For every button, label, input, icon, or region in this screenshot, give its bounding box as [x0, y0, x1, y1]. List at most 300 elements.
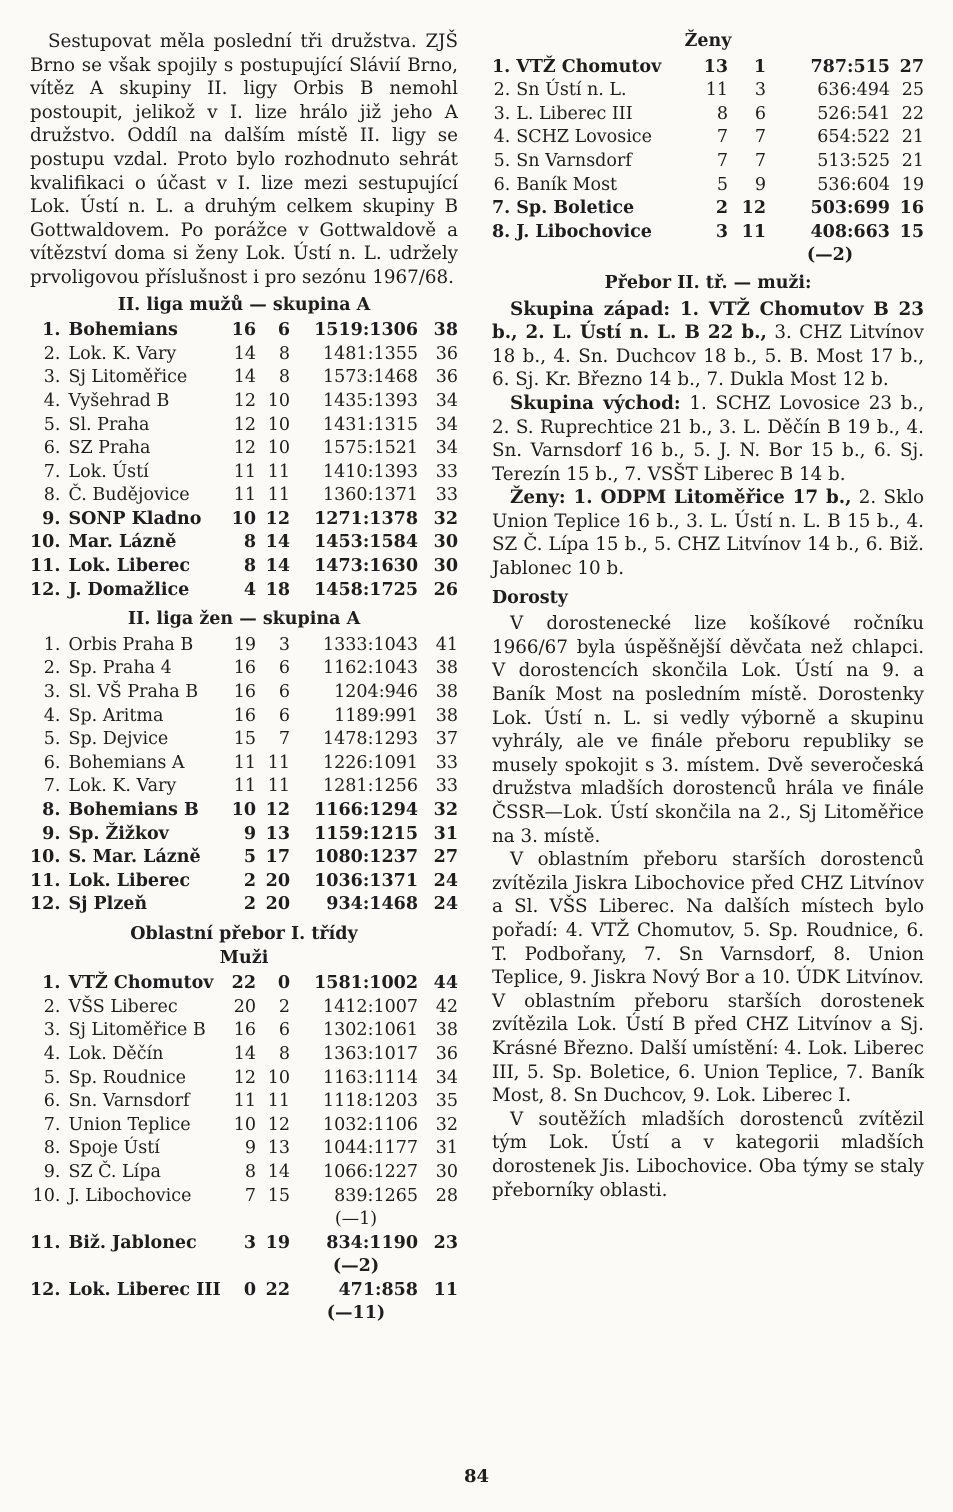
points-cell: 30	[433, 556, 458, 577]
score-cell: 536:604	[817, 174, 890, 195]
table-row	[30, 508, 458, 532]
wins-cell: 11	[233, 752, 256, 773]
losses-cell: 10	[267, 438, 290, 459]
rank-cell: 12.	[30, 894, 61, 915]
score-cell: 1473:1630	[314, 556, 418, 577]
wins-cell: 16	[233, 705, 256, 726]
points-cell: 24	[433, 894, 458, 915]
score-cell: 1519:1306	[314, 320, 418, 341]
wins-cell: 12	[233, 414, 256, 435]
rank-cell: 2.	[43, 343, 61, 364]
team-cell: Baník Most	[516, 174, 618, 195]
team-cell: L. Liberec III	[516, 103, 633, 124]
losses-cell: 6	[277, 320, 290, 341]
score-cell: 1333:1043	[323, 634, 418, 655]
team-cell: Bohemians	[68, 320, 178, 341]
score-cell: 934:1468	[326, 894, 418, 915]
dorosty-paragraph-1: V dorostenecké lize košíkové ročníku 1966/67 byla úspěšnější děvčata než chlapci. V dorostencích skončila Lok. Ústí na 9. a Baník Most na posledním místě. Dorostenky Lok. Ústí n. L. si vedly výborně a skupinu vyhrály, ale ve finále přeboru republiky se musely spokojit s 3. místem. Dvě severočeská družstva mladších dorostenců hrála ve finále ČSSR—Lok. Ústí skončila na 2., Sj Litoměřice na 3. místě.	[492, 613, 924, 847]
points-cell: 34	[435, 390, 458, 411]
losses-cell: 11	[267, 485, 290, 506]
table-row	[492, 174, 924, 198]
team-cell: Sp. Boletice	[516, 198, 635, 219]
wins-cell: 10	[233, 1114, 256, 1135]
team-cell: Union Teplice	[68, 1114, 191, 1135]
table-row	[492, 197, 924, 221]
points-cell: 33	[435, 461, 458, 482]
rank-cell: 10.	[30, 532, 61, 553]
losses-cell: 22	[265, 1279, 290, 1300]
score-cell: 834:1190	[326, 1232, 418, 1253]
rank-cell: 7.	[43, 1114, 61, 1135]
score-cell: 1481:1355	[323, 343, 418, 364]
skupina-vychod	[492, 392, 924, 486]
score-cell: 787:515	[810, 56, 890, 77]
losses-cell: 12	[267, 1114, 290, 1135]
wins-cell: 13	[703, 56, 728, 77]
losses-cell: 15	[267, 1185, 290, 1206]
rank-cell: 11.	[30, 1232, 61, 1253]
table2	[30, 634, 458, 917]
penalty-spacer	[418, 1255, 458, 1279]
points-cell: 36	[435, 343, 458, 364]
rank-cell: 7.	[43, 776, 61, 797]
rank-cell: 11.	[30, 556, 61, 577]
wins-cell: 10	[231, 508, 256, 529]
points-cell: 30	[435, 1161, 458, 1182]
rank-cell: 4.	[43, 1043, 61, 1064]
points-cell: 25	[901, 80, 924, 101]
table-row	[30, 823, 458, 847]
points-cell: 27	[433, 847, 458, 868]
wins-cell: 15	[233, 729, 256, 750]
score-cell: 1573:1468	[323, 367, 418, 388]
score-cell: 1360:1371	[323, 485, 418, 506]
team-cell: Sp. Praha 4	[68, 658, 172, 679]
team-cell: SONP Kladno	[68, 508, 202, 529]
losses-cell: 11	[741, 221, 766, 242]
score-cell: 1302:1061	[323, 1020, 418, 1041]
wins-cell: 9	[244, 1138, 256, 1159]
team-cell: VŠS Liberec	[68, 996, 178, 1017]
score-cell: 1163:1114	[323, 1067, 418, 1088]
points-cell: 41	[435, 634, 458, 655]
team-cell: Sp. Dejvice	[68, 729, 169, 750]
score-cell: 1435:1393	[323, 390, 418, 411]
score-cell: 1575:1521	[323, 438, 418, 459]
penalty-spacer	[418, 1208, 458, 1232]
team-cell: Sn Ústí n. L.	[516, 80, 627, 101]
rank-cell: 8.	[43, 485, 61, 506]
points-cell: 24	[433, 870, 458, 891]
rank-cell: 12.	[30, 579, 61, 600]
losses-cell: 11	[267, 461, 290, 482]
points-cell: 36	[435, 1043, 458, 1064]
losses-cell: 14	[267, 1161, 290, 1182]
wins-cell: 12	[233, 1067, 256, 1088]
score-cell: 1204:946	[334, 682, 418, 703]
points-cell: 30	[433, 532, 458, 553]
team-cell: Sp. Roudnice	[68, 1067, 186, 1088]
table-row	[30, 390, 458, 414]
score-cell: 1162:1043	[323, 658, 418, 679]
wins-cell: 4	[243, 579, 256, 600]
rank-cell: 9.	[42, 823, 61, 844]
rank-cell: 4.	[43, 705, 61, 726]
table-row	[492, 56, 924, 80]
losses-cell: 13	[267, 1138, 290, 1159]
rank-cell: 7.	[43, 461, 61, 482]
wins-cell: 11	[233, 776, 256, 797]
score-cell: 471:858	[338, 1279, 418, 1300]
points-cell: 38	[435, 705, 458, 726]
rank-cell: 12.	[30, 1279, 61, 1300]
team-cell: Sj Plzeň	[68, 894, 148, 915]
team-cell: Lok. K. Vary	[68, 776, 177, 797]
points-cell: 16	[899, 198, 924, 219]
table-row	[30, 1137, 458, 1161]
team-cell: Sp. Aritma	[68, 705, 164, 726]
team-cell: Biž. Jablonec	[68, 1232, 197, 1253]
table3-title: Oblastní přebor I. třídy	[130, 923, 358, 944]
prebor-title: Přebor II. tř. — muži:	[604, 272, 812, 293]
score-cell: 1159:1215	[314, 823, 418, 844]
points-cell: 19	[901, 174, 924, 195]
points-cell: 32	[435, 1114, 458, 1135]
points-cell: 36	[435, 367, 458, 388]
score-cell: 1080:1237	[314, 847, 418, 868]
score-cell: 636:494	[817, 80, 890, 101]
skupina-vychod-label: Skupina východ:	[510, 392, 681, 414]
losses-cell: 7	[754, 127, 766, 148]
table-row	[492, 79, 924, 103]
wins-cell: 2	[243, 894, 256, 915]
table4	[492, 56, 924, 268]
table-row	[30, 1232, 458, 1256]
wins-cell: 2	[243, 870, 256, 891]
right-column	[492, 30, 924, 1202]
score-cell: 1066:1227	[323, 1161, 418, 1182]
points-cell: 21	[901, 150, 924, 171]
losses-cell: 17	[265, 847, 290, 868]
team-cell: VTŽ Chomutov	[68, 973, 214, 994]
wins-cell: 14	[233, 343, 256, 364]
table-row	[492, 126, 924, 150]
penalty-note: (—2)	[806, 245, 854, 266]
table-row	[30, 799, 458, 823]
team-cell: Lok. Liberec	[68, 556, 191, 577]
table3	[30, 972, 458, 1326]
wins-cell: 22	[231, 973, 256, 994]
wins-cell: 5	[243, 847, 256, 868]
team-cell: SZ Praha	[68, 438, 151, 459]
losses-cell: 8	[278, 343, 290, 364]
team-cell: Č. Budějovice	[68, 485, 190, 506]
wins-cell: 8	[243, 532, 256, 553]
rank-cell: 9.	[43, 1161, 61, 1182]
table3-subtitle: Muži	[219, 947, 269, 968]
score-cell: 839:1265	[334, 1185, 418, 1206]
rank-cell: 5.	[493, 150, 511, 171]
rank-cell: 2.	[43, 996, 61, 1017]
rank-cell: 1.	[42, 973, 61, 994]
rank-cell: 10.	[30, 847, 61, 868]
points-cell: 27	[899, 56, 924, 77]
points-cell: 22	[901, 103, 924, 124]
points-cell: 21	[901, 127, 924, 148]
penalty-spacer	[492, 244, 770, 268]
losses-cell: 6	[754, 103, 766, 124]
table-row	[30, 846, 458, 870]
table-row	[492, 150, 924, 174]
points-cell: 26	[433, 579, 458, 600]
losses-cell: 14	[265, 532, 290, 553]
table-row	[30, 461, 458, 485]
zeny-results	[492, 486, 924, 580]
team-cell: J. Libochovice	[68, 1185, 192, 1206]
losses-cell: 6	[278, 682, 290, 703]
losses-cell: 10	[267, 414, 290, 435]
table-row	[30, 414, 458, 438]
rank-cell: 2.	[493, 80, 511, 101]
points-cell: 38	[435, 658, 458, 679]
rank-cell: 3.	[493, 103, 511, 124]
penalty-spacer	[890, 244, 924, 268]
rank-cell: 8.	[42, 800, 61, 820]
score-cell: 1431:1315	[323, 414, 418, 435]
wins-cell: 7	[716, 127, 728, 148]
wins-cell: 9	[243, 823, 256, 844]
score-cell: 1281:1256	[323, 776, 418, 797]
wins-cell: 5	[716, 174, 728, 195]
dorosty-paragraph-3: V soutěžích mladších dorostenců zvítězil tým Lok. Ústí a v kategorii mladších dorostenek Jis. Libochovice. Oba týmy se staly přeborníky oblasti.	[492, 1108, 924, 1201]
zeny-label: Ženy: 1. ODPM Litoměřice 17 b.,	[510, 487, 852, 509]
score-cell: 1271:1378	[314, 508, 418, 529]
wins-cell: 11	[233, 485, 256, 506]
score-cell: 503:699	[810, 198, 890, 219]
points-cell: 35	[435, 1091, 458, 1112]
table-row	[30, 1043, 458, 1067]
losses-cell: 8	[278, 367, 290, 388]
team-cell: Mar. Lázně	[68, 532, 177, 553]
points-cell: 33	[435, 485, 458, 506]
team-cell: J. Domažlice	[68, 579, 190, 600]
table-row	[30, 972, 458, 996]
losses-cell: 19	[265, 1232, 290, 1253]
rank-cell: 1.	[42, 320, 61, 341]
points-cell: 15	[899, 221, 924, 242]
score-cell: 654:522	[817, 127, 890, 148]
rank-cell: 3.	[43, 367, 61, 388]
wins-cell: 16	[231, 320, 256, 341]
penalty-note: (—2)	[332, 1256, 380, 1277]
rank-cell: 2.	[43, 658, 61, 679]
penalty-note: (—11)	[326, 1303, 386, 1324]
table-row	[492, 221, 924, 245]
score-cell: 1044:1177	[323, 1138, 418, 1159]
losses-cell: 6	[278, 705, 290, 726]
rank-cell: 6.	[493, 174, 511, 195]
score-cell: 1036:1371	[314, 870, 418, 891]
wins-cell: 20	[233, 996, 256, 1017]
team-cell: Lok. Děčín	[68, 1043, 164, 1064]
team-cell: Lok. K. Vary	[68, 343, 177, 364]
score-cell: 1363:1017	[323, 1043, 418, 1064]
wins-cell: 0	[243, 1279, 256, 1300]
team-cell: VTŽ Chomutov	[516, 56, 662, 77]
wins-cell: 16	[233, 682, 256, 703]
penalty-spacer	[418, 1302, 458, 1326]
losses-cell: 7	[278, 729, 290, 750]
team-cell: SZ Č. Lípa	[68, 1161, 161, 1182]
score-cell: 1412:1007	[323, 996, 418, 1017]
table-row	[30, 343, 458, 367]
table-row	[30, 531, 458, 555]
team-cell: J. Libochovice	[516, 221, 652, 242]
points-cell: 33	[435, 752, 458, 773]
losses-cell: 20	[265, 894, 290, 915]
losses-cell: 6	[278, 1020, 290, 1041]
table-row	[30, 1185, 458, 1209]
penalty-spacer	[30, 1302, 294, 1326]
rank-cell: 6.	[43, 752, 61, 773]
wins-cell: 11	[233, 1091, 256, 1112]
rank-cell: 4.	[493, 127, 511, 148]
team-cell: Sj Litoměřice	[68, 367, 188, 388]
score-cell: 1581:1002	[314, 973, 418, 994]
rank-cell: 11.	[30, 870, 61, 891]
table2-title: II. liga žen — skupina A	[127, 609, 361, 630]
points-cell: 34	[435, 438, 458, 459]
table4-title: Ženy	[684, 31, 732, 51]
points-cell: 31	[435, 1138, 458, 1159]
losses-cell: 11	[267, 776, 290, 797]
losses-cell: 1	[753, 56, 766, 77]
zeny-text: 2. Sklo Union Teplice 16 b., 3. L. Ústí n. L. B 15 b., 4. SZ Č. Lípa 15 b., 5. CHZ Litvínov 14 b., 6. Biž. Jablonec 10 b.	[492, 487, 924, 580]
team-cell: Orbis Praha B	[68, 634, 194, 655]
skupina-zapad-text: 3. CHZ Litvínov 18 b., 4. Sn. Duchcov 18 b., 5. B. Most 17 b., 6. Sj. Kr. Březno 14 b., 7. Dukla Most 12 b.	[492, 322, 925, 391]
wins-cell: 8	[716, 103, 728, 124]
losses-cell: 11	[267, 752, 290, 773]
team-cell: SCHZ Lovosice	[516, 127, 652, 148]
losses-cell: 10	[267, 1067, 290, 1088]
table-row	[30, 728, 458, 752]
table-row	[30, 319, 458, 343]
wins-cell: 11	[705, 80, 728, 101]
penalty-row	[30, 1255, 458, 1279]
score-cell: 1458:1725	[314, 579, 418, 600]
points-cell: 23	[433, 1232, 458, 1253]
wins-cell: 10	[231, 800, 256, 820]
points-cell: 38	[435, 682, 458, 703]
rank-cell: 5.	[43, 1067, 61, 1088]
losses-cell: 20	[265, 870, 290, 891]
team-cell: Lok. Liberec	[68, 870, 191, 891]
table-row	[30, 1090, 458, 1114]
rank-cell: 9.	[42, 508, 61, 529]
wins-cell: 12	[233, 390, 256, 411]
wins-cell: 3	[715, 221, 728, 242]
points-cell: 37	[435, 729, 458, 750]
penalty-spacer	[30, 1208, 294, 1232]
table1-title: II. liga mužů — skupina A	[117, 294, 371, 315]
table-row	[30, 1161, 458, 1185]
table-row	[30, 579, 458, 603]
losses-cell: 9	[754, 174, 766, 195]
losses-cell: 3	[278, 634, 290, 655]
losses-cell: 6	[278, 658, 290, 679]
wins-cell: 16	[233, 658, 256, 679]
points-cell: 32	[433, 800, 458, 820]
penalty-note: (—1)	[334, 1209, 378, 1230]
team-cell: Vyšehrad B	[68, 390, 170, 411]
wins-cell: 12	[233, 438, 256, 459]
wins-cell: 16	[233, 1020, 256, 1041]
table-row	[30, 634, 458, 658]
score-cell: 526:541	[817, 103, 890, 124]
losses-cell: 18	[265, 579, 290, 600]
penalty-row	[30, 1302, 458, 1326]
team-cell: Sn. Varnsdorf	[68, 1091, 190, 1112]
wins-cell: 7	[716, 150, 728, 171]
points-cell: 33	[435, 776, 458, 797]
rank-cell: 6.	[43, 1091, 61, 1112]
losses-cell: 10	[267, 390, 290, 411]
losses-cell: 11	[267, 1091, 290, 1112]
team-cell: Lok. Liberec III	[68, 1279, 221, 1300]
wins-cell: 8	[244, 1161, 256, 1182]
intro-paragraph: Sestupovat měla poslední tři družstva. ZJŠ Brno se však spojily s postupující Slávií Brno, vítěz A skupiny II. ligy Orbis B nemohl postoupit, jelikož v I. lize hrálo již jeho A družstvo. Oddíl na dalším místě II. ligy se postupu vzdal. Proto bylo rozhodnuto sehrát kvalifikaci o účast v I. lize mezi sestupující Lok. Ústí n. L. a druhým celkem skupiny B Gottwaldovem. Po porážce v Gottwaldově a vítězství doma si ženy Lok. Ústí n. L. udržely prvoligovou příslušnost i pro sezónu 1967/68.	[30, 31, 458, 288]
score-cell: 513:525	[817, 150, 890, 171]
wins-cell: 14	[233, 1043, 256, 1064]
rank-cell: 5.	[43, 414, 61, 435]
table-row	[30, 1114, 458, 1138]
rank-cell: 8.	[492, 221, 511, 242]
losses-cell: 12	[741, 198, 766, 219]
dorosty-title: Dorosty	[492, 587, 568, 608]
table-row	[30, 681, 458, 705]
team-cell: Sp. Žižkov	[68, 823, 169, 844]
losses-cell: 7	[754, 150, 766, 171]
points-cell: 42	[435, 996, 458, 1017]
wins-cell: 14	[233, 367, 256, 388]
score-cell: 1410:1393	[323, 461, 418, 482]
rank-cell: 3.	[43, 682, 61, 703]
team-cell: Sj Litoměřice B	[68, 1020, 206, 1041]
score-cell: 1118:1203	[323, 1091, 418, 1112]
points-cell: 34	[435, 1067, 458, 1088]
penalty-row	[30, 1208, 458, 1232]
skupina-zapad-label: Skupina západ: 1. VTŽ Chomutov B 23 b., 2. L. Ústí n. L. B 22 b.,	[492, 298, 924, 344]
team-cell: Sl. Praha	[68, 414, 150, 435]
table-row	[30, 752, 458, 776]
skupina-zapad	[492, 298, 924, 392]
penalty-row	[492, 244, 924, 268]
table-row	[30, 1019, 458, 1043]
table-row	[30, 996, 458, 1020]
rank-cell: 1.	[492, 56, 511, 77]
skupina-vychod-text: 1. SCHZ Lovosice 23 b., 2. S. Ruprechtice 21 b., 3. L. Děčín B 19 b., 4. Sn. Varnsdorf 16 b., 5. J. N. Bor 15 b., 6. Sj. Terezín 15 b., 7. VSŠT Liberec B 14 b.	[492, 392, 924, 485]
wins-cell: 11	[233, 461, 256, 482]
points-cell: 32	[433, 508, 458, 529]
rank-cell: 10.	[32, 1185, 61, 1206]
score-cell: 1032:1106	[323, 1114, 418, 1135]
score-cell: 408:663	[810, 221, 890, 242]
table-row	[30, 870, 458, 894]
table-row	[30, 437, 458, 461]
points-cell: 28	[435, 1185, 458, 1206]
dorosty-paragraph-2: V oblastním přeboru starších dorostenců zvítězila Jiskra Libochovice před CHZ Litvínov a Sl. VŠS Liberec. Na dalších místech bylo pořadí: 4. VTŽ Chomutov, 5. Sp. Roudnice, 6. T. Podbořany, 7. Sn Varnsdorf, 8. Union Teplice, 9. Jiskra Nový Bor a 10. ÚDK Litvínov. V oblastním přeboru starších dorostenek zvítězila Lok. Ústí B před CHZ Litvínov a Sj. Krásné Březno. Další umístění: 4. Lok. Liberec III, 5. Sp. Boletice, 6. Union Teplice, 7. Baník Most, 8. Sn Duchcov, 9. Lok. Liberec I.	[492, 849, 924, 1107]
team-cell: Lok. Ústí	[68, 461, 149, 482]
